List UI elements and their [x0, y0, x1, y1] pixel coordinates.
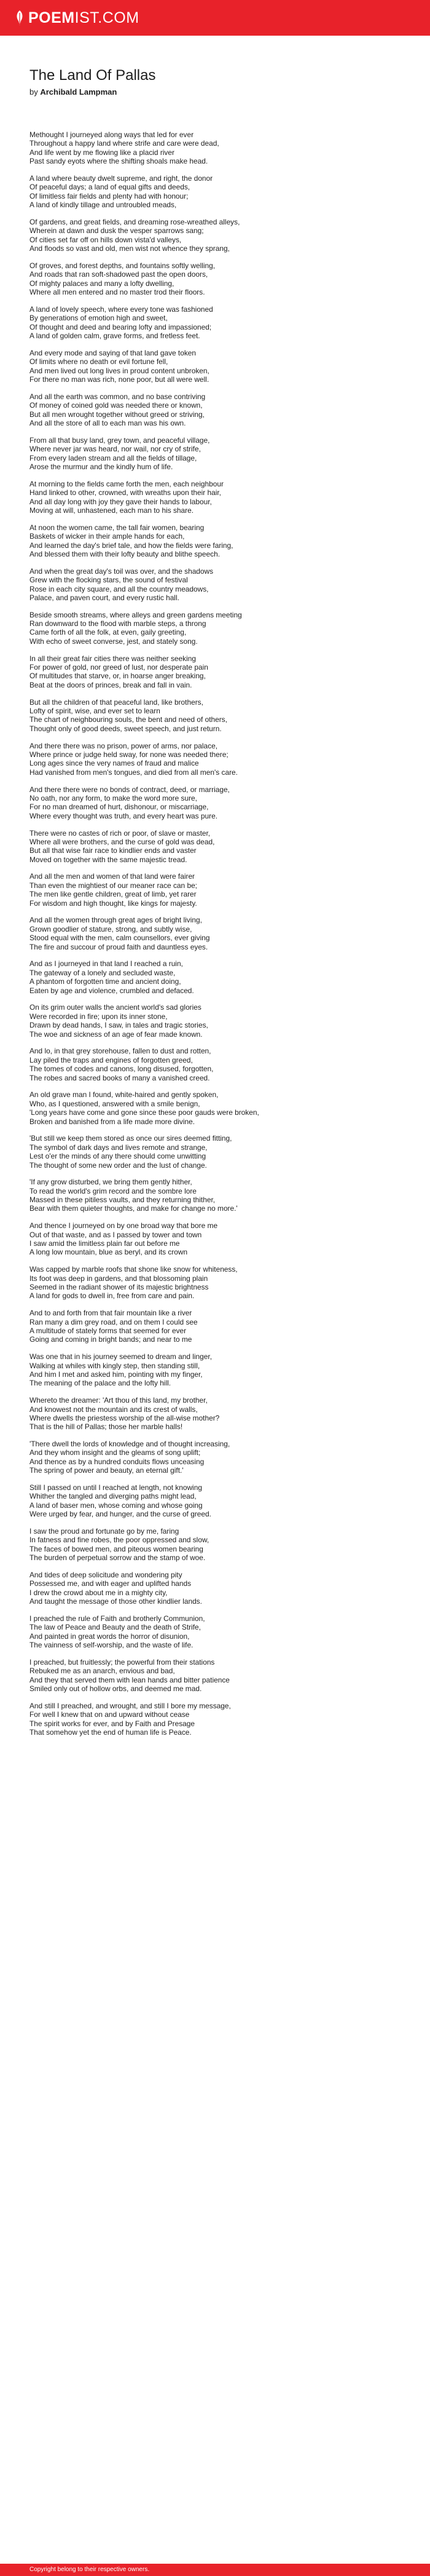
poem-line: Arose the murmur and the kindly hum of life. — [29, 462, 173, 471]
poem-line: Smiled only out of hollow orbs, and deemed me mad. — [29, 1684, 202, 1694]
poem-line: Where never jar was heard, nor wail, nor cry of strife, — [29, 445, 201, 454]
poem-line: And men lived out long lives in proud content unbroken, — [29, 366, 209, 375]
poem-line: Hand linked to other, crowned, with wreaths upon their hair, — [29, 488, 221, 497]
poem-line: A land of golden calm, grave forms, and fretless feet. — [29, 331, 200, 341]
poem-line: Out of that waste, and as I passed by tower and town — [29, 1230, 202, 1239]
poem-line: But all the children of that peaceful land, like brothers, — [29, 697, 203, 707]
poem-stanza — [29, 1090, 404, 1126]
poem-line: And there there were no bonds of contract, deed, or marriage, — [29, 785, 230, 794]
poem-stanza — [29, 1396, 404, 1432]
poem-line: Lest o'er the minds of any there should come unwitting — [29, 1152, 206, 1161]
footer — [0, 2564, 430, 2576]
poem-line: The robes and sacred books of many a vanished creed. — [29, 1073, 210, 1082]
poem-line: Drawn by dead hands, I saw, in tales and tragic stories, — [29, 1021, 208, 1030]
byline — [29, 87, 404, 98]
poem-stanza — [29, 916, 404, 951]
poem-line: The woe and sickness of an age of fear made known. — [29, 1029, 203, 1039]
poem-line: Of multitudes that starve, or, in hoarse anger breaking, — [29, 672, 206, 681]
poem-line: Lay piled the traps and engines of forgotten greed, — [29, 1055, 193, 1064]
poem-line: And as I journeyed in that land I reached a ruin, — [29, 959, 183, 969]
poem-line: Of limits where no death or evil fortune fell, — [29, 357, 168, 367]
poem-line: Of groves, and forest depths, and fountains softly welling, — [29, 261, 216, 270]
poem-line: The faces of bowed men, and piteous women bearing — [29, 1544, 203, 1553]
poem-stanza — [29, 1265, 404, 1301]
poem-line: Bear with them quieter thoughts, and make for change no more.' — [29, 1204, 238, 1213]
footer-copyright: Copyright belong to their respective owners. — [29, 2566, 150, 2573]
poem-line: And roads that ran soft-shadowed past the open doors, — [29, 270, 208, 279]
poem-stanza — [29, 218, 404, 253]
poem-line: Past sandy eyots where the shifting shoals make head. — [29, 157, 208, 166]
poem-line: Methought I journeyed along ways that led for ever — [29, 130, 194, 139]
poem-article — [29, 66, 404, 1745]
poem-stanza — [29, 785, 404, 821]
poem-line: At morning to the fields came forth the men, each neighbour — [29, 479, 224, 488]
poem-line: And all the women through great ages of bright living, — [29, 916, 202, 925]
poem-line: The fire and succour of proud faith and dauntless eyes. — [29, 942, 208, 951]
poem-stanza — [29, 567, 404, 603]
poem-line: Of gardens, and great fields, and dreaming rose-wreathed alleys, — [29, 217, 240, 226]
poem-stanza — [29, 1003, 404, 1039]
poem-line: Possessed me, and with eager and uplifted hands — [29, 1579, 192, 1588]
poem-line: The tomes of codes and canons, long disused, forgotten, — [29, 1064, 214, 1074]
poem-line: I saw the proud and fortunate go by me, faring — [29, 1527, 179, 1536]
poem-line: Long ages since the very names of fraud and malice — [29, 759, 199, 768]
poem-line: And still I preached, and wrought, and still I bore my message, — [29, 1701, 231, 1710]
poem-line: 'If any grow disturbed, we bring them gently hither, — [29, 1178, 192, 1187]
poem-line: A land of baser men, whose coming and whose going — [29, 1500, 203, 1510]
poem-stanza — [29, 1702, 404, 1737]
poem-stanza — [29, 1047, 404, 1082]
poem-line: And when the great day's toil was over, and the shadows — [29, 566, 214, 576]
poem-line: Where dwells the priestess worship of the all-wise mother? — [29, 1413, 220, 1422]
poem-stanza — [29, 480, 404, 515]
poem-stanza — [29, 174, 404, 210]
by-label: by — [29, 87, 38, 97]
poem-stanza — [29, 349, 404, 384]
top-bar — [0, 0, 430, 36]
poem-line: To read the world's grim record and the sombre lore — [29, 1186, 197, 1195]
poem-line: From all that busy land, grey town, and peaceful village, — [29, 435, 210, 445]
poem-line: And knowest not the mountain and its crest of walls, — [29, 1405, 198, 1414]
poem-line: Where every thought was truth, and every heart was pure. — [29, 811, 218, 820]
poem-line: Broken and banished from a life made more divine. — [29, 1117, 195, 1126]
poem-line: Palace, and paven court, and every rustic hall. — [29, 593, 179, 602]
poem-line: Thought only of good deeds, sweet speech, and just return. — [29, 724, 222, 733]
poem-line: 'There dwell the lords of knowledge and of thought increasing, — [29, 1440, 230, 1449]
poem-line: An old grave man I found, white-haired and gently spoken, — [29, 1090, 219, 1100]
poem-line: On its grim outer walls the ancient world's sad glories — [29, 1003, 201, 1012]
poem-stanza — [29, 611, 404, 646]
poem-line: The men like gentle children, great of limb, yet rarer — [29, 890, 197, 899]
poem-stanza — [29, 829, 404, 865]
poem-line: Beat at the doors of princes, break and fall in vain. — [29, 680, 192, 689]
poem-stanza — [29, 1352, 404, 1388]
poem-line: That is the hill of Pallas; those her marble halls! — [29, 1422, 183, 1432]
poem-line: From every laden stream and all the fields of tillage, — [29, 453, 197, 462]
poem-line: And thence as by a hundred conduits flows unceasing — [29, 1457, 205, 1466]
poem-line: Eaten by age and violence, crumbled and defaced. — [29, 986, 194, 995]
poem-line: The meaning of the palace and the lofty hill. — [29, 1379, 171, 1388]
poem-stanza — [29, 523, 404, 559]
poem-line: In all their great fair cities there was neither seeking — [29, 654, 196, 663]
poem-stanza — [29, 1178, 404, 1213]
poem-line: Whither the tangled and diverging paths might lead, — [29, 1492, 197, 1501]
poem-line: The gateway of a lonely and secluded waste, — [29, 968, 176, 977]
poem-line: The thought of some new order and the lust of change. — [29, 1160, 207, 1170]
poem-line: I drew the crowd about me in a mighty city, — [29, 1588, 168, 1597]
poem-line: Ran many a dim grey road, and on them I could see — [29, 1317, 198, 1326]
poem-line: For power of gold, nor greed of lust, nor desperate pain — [29, 663, 208, 672]
poem-line: Of peaceful days; a land of equal gifts and deeds, — [29, 183, 190, 192]
poem-line: Stood equal with the men, calm counsellors, ever giving — [29, 933, 210, 943]
poem-line: Still I passed on until I reached at length, not knowing — [29, 1483, 202, 1492]
poem-line: And life went by me flowing like a placid river — [29, 148, 174, 157]
poem-stanza — [29, 392, 404, 428]
poem-line: A long low mountain, blue as beryl, and its crown — [29, 1248, 188, 1257]
poem-line: Its foot was deep in gardens, and that blossoming plain — [29, 1274, 208, 1283]
poem-line: There were no castes of rich or poor, of slave or master, — [29, 828, 211, 838]
poem-line: Was one that in his journey seemed to dream and linger, — [29, 1352, 212, 1361]
poem-line: Grown goodlier of stature, strong, and subtly wise, — [29, 924, 192, 933]
poem-stanza — [29, 130, 404, 166]
poem-line: Grew with the flocking stars, the sound of festival — [29, 576, 188, 585]
poem-line: Was capped by marble roofs that shone like snow for whiteness, — [29, 1265, 238, 1274]
poem-line: And him I met and asked him, pointing with my finger, — [29, 1369, 203, 1379]
poem-line: And painted in great words the horror of disunion, — [29, 1631, 190, 1641]
poem-line: Came forth of all the folk, at even, gaily greeting, — [29, 628, 187, 637]
poem-line: The chart of neighbouring souls, the bent and need of others, — [29, 715, 227, 724]
poem-line: And tides of deep solicitude and wondering pity — [29, 1570, 182, 1579]
poem-stanza — [29, 1571, 404, 1606]
poem-stanza — [29, 1221, 404, 1257]
poem-line: Were urged by fear, and hunger, and the curse of greed. — [29, 1510, 211, 1519]
poem-line: And thence I journeyed on by one broad way that bore me — [29, 1221, 218, 1231]
site-logo-text: POEMIST.COM — [28, 9, 139, 26]
poem-stanza — [29, 742, 404, 777]
poem-line: And taught the message of those other kindlier lands. — [29, 1597, 202, 1606]
poem-line: But all that wise fair race to kindlier ends and vaster — [29, 846, 197, 855]
poem-stanza — [29, 436, 404, 472]
poem-line: And all the store of all to each man was his own. — [29, 419, 186, 428]
poem-line: Throughout a happy land where strife and care were dead, — [29, 139, 219, 148]
poem-line: And they whom insight and the gleams of song uplift; — [29, 1448, 201, 1457]
poem-line: Wherein at dawn and dusk the vesper sparrows sang; — [29, 226, 204, 236]
poem-line: And floods so vast and old, men wist not whence they sprang, — [29, 244, 230, 253]
poem-line: For wisdom and high thought, like kings for majesty. — [29, 898, 197, 908]
poem-line: I preached the rule of Faith and brotherly Communion, — [29, 1614, 205, 1623]
poem-line: I saw amid the limitless plain far out before me — [29, 1239, 180, 1248]
poem-stanza — [29, 1483, 404, 1519]
poem-stanza — [29, 261, 404, 297]
poem-line: For no man dreamed of hurt, dishonour, or miscarriage, — [29, 803, 209, 812]
poem-line: Beside smooth streams, where alleys and green gardens meeting — [29, 610, 242, 619]
poem-line: Had vanished from men's tongues, and died from all men's care. — [29, 767, 238, 777]
poem-line: And to and forth from that fair mountain like a river — [29, 1309, 192, 1318]
poem-line: Than even the mightiest of our meaner race can be; — [29, 881, 197, 890]
poem-line: And there there was no prison, power of arms, nor palace, — [29, 741, 218, 750]
poem-line: Were recorded in fire; upon its inner stone, — [29, 1012, 168, 1021]
poem-line: For there no man was rich, none poor, but all were well. — [29, 375, 209, 384]
poem-line: For well I knew that on and upward without cease — [29, 1710, 190, 1719]
poem-line: I preached, but fruitlessly; the powerful from their stations — [29, 1657, 215, 1666]
poem-line: With echo of sweet converse, jest, and stately song. — [29, 636, 198, 646]
poem-line: And lo, in that grey storehouse, fallen to dust and rotten, — [29, 1047, 211, 1056]
poem-stanza — [29, 959, 404, 995]
poem-line: And all the earth was common, and no base contriving — [29, 392, 206, 401]
poem-line: Ran downward to the flood with marble steps, a throng — [29, 619, 206, 628]
poem-title: The Land Of Pallas — [29, 67, 156, 84]
poem-line: Going and coming in bright bands; and near to me — [29, 1335, 192, 1344]
poem-stanza — [29, 1309, 404, 1344]
poem-line: Of limitless fair fields and plenty had with honour; — [29, 191, 189, 200]
poem-line: And all the men and women of that land were fairer — [29, 872, 195, 881]
poem-line: Where all were brothers, and the curse of gold was dead, — [29, 837, 215, 846]
poem-line: That somehow yet the end of human life is Peace. — [29, 1728, 192, 1737]
poem-stanza — [29, 872, 404, 908]
poem-line: The burden of perpetual sorrow and the stamp of woe. — [29, 1553, 206, 1563]
poem-line: Lofty of spirit, wise, and ever set to learn — [29, 707, 160, 715]
poem-stanza — [29, 1614, 404, 1650]
poem-line: Of thought and deed and bearing lofty and impassioned; — [29, 322, 212, 331]
poem-line: Baskets of wicker in their ample hands for each, — [29, 532, 185, 541]
poem-line: Of money of coined gold was needed there or known, — [29, 401, 203, 410]
poem-line: A land where beauty dwelt supreme, and right, the donor — [29, 173, 213, 183]
poem-line: Of mighty palaces and many a lofty dwelling, — [29, 279, 174, 288]
poem-line: And every mode and saying of that land gave token — [29, 348, 197, 357]
poem-line: The vainness of self-worship, and the waste of life. — [29, 1641, 194, 1650]
poem-line: And all day long with joy they gave their hands to labour, — [29, 497, 212, 506]
poem-line: Whereto the dreamer: 'Art thou of this land, my brother, — [29, 1396, 208, 1405]
poem-stanza — [29, 654, 404, 690]
poem-line: But all men wrought together without greed or striving, — [29, 410, 205, 419]
poem-body — [29, 130, 404, 1737]
poem-line: Rebuked me as an anarch, envious and bad, — [29, 1666, 175, 1676]
poem-line: Where prince or judge held sway, for none was needed there; — [29, 750, 229, 759]
poem-line: A phantom of forgotten time and ancient doing, — [29, 977, 181, 986]
poem-line: Seemed in the radiant shower of its majestic brightness — [29, 1283, 209, 1291]
poem-line: And blessed them with their lofty beauty and blithe speech. — [29, 549, 221, 558]
poem-line: Massed in these pitiless vaults, and they returning thither, — [29, 1195, 216, 1205]
poem-line: Moved on together with the same majestic tread. — [29, 855, 187, 864]
poem-line: Moving at will, unhastened, each man to his share. — [29, 505, 194, 515]
poem-line: Rose in each city square, and all the country meadows, — [29, 584, 209, 593]
poem-line: At noon the women came, the tall fair women, bearing — [29, 523, 205, 532]
poem-line: The law of Peace and Beauty and the death of Strife, — [29, 1623, 201, 1632]
author-link[interactable]: Archibald Lampman — [40, 87, 117, 97]
poem-line: By generations of emotion high and sweet, — [29, 314, 168, 323]
poem-line: The spirit works for ever, and by Faith and Presage — [29, 1719, 195, 1728]
poem-line: In fatness and fine robes, the poor oppressed and slow, — [29, 1536, 209, 1545]
poem-line: A land of kindly tillage and untroubled meads, — [29, 200, 177, 210]
poem-line: A land for gods to dwell in, free from care and pain. — [29, 1291, 195, 1301]
poem-stanza — [29, 1134, 404, 1170]
site-logo[interactable] — [15, 9, 139, 26]
poem-line: And learned the day's brief tale, and how the fields were faring, — [29, 541, 233, 550]
poem-stanza — [29, 305, 404, 341]
poem-stanza — [29, 1440, 404, 1475]
poem-line: 'Long years have come and gone since these poor gauds were broken, — [29, 1108, 259, 1117]
poem-line: No oath, nor any form, to make the word more sure, — [29, 793, 197, 803]
poem-line: And they that served them with lean hands and bitter patience — [29, 1675, 230, 1684]
poem-stanza — [29, 1527, 404, 1563]
poem-line: Walking at whiles with kingly step, then standing still, — [29, 1361, 200, 1370]
poem-line: Of cities set far off on hills down vista'd valleys, — [29, 235, 182, 244]
poem-line: The spring of power and beauty, an eternal gift.' — [29, 1466, 184, 1475]
feather-icon — [15, 10, 25, 26]
poem-line: The symbol of dark days and lives remote and strange, — [29, 1143, 208, 1152]
poem-stanza — [29, 698, 404, 734]
poem-line: Where all men entered and no master trod their floors. — [29, 288, 205, 297]
poem-stanza — [29, 1658, 404, 1694]
poem-line: A land of lovely speech, where every tone was fashioned — [29, 304, 213, 314]
poem-line: 'But still we keep them stored as once our sires deemed fitting, — [29, 1134, 232, 1143]
poem-line: Who, as I questioned, answered with a smile benign, — [29, 1099, 200, 1108]
poem-line: A multitude of stately forms that seemed for ever — [29, 1326, 187, 1335]
